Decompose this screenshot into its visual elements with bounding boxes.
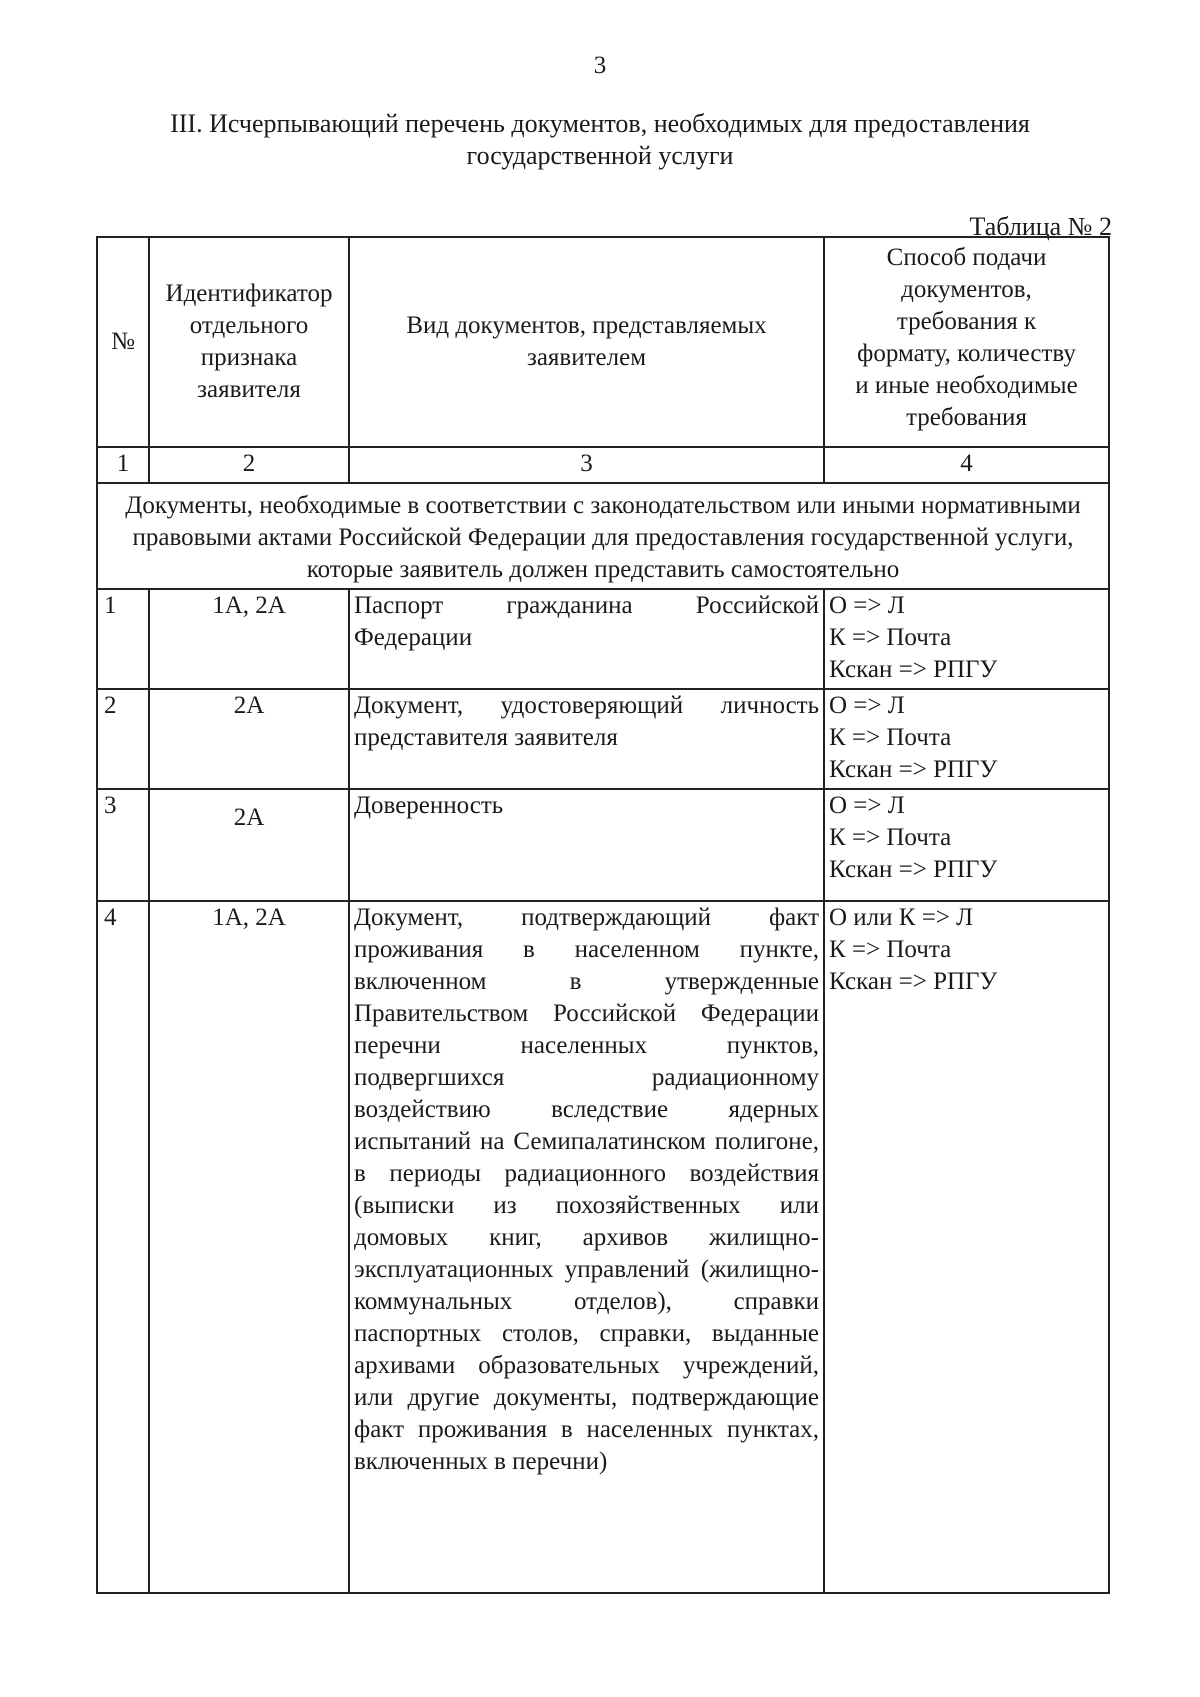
column-number: 3 [349,447,824,483]
header-line: отдельного [189,312,309,339]
column-number: 4 [824,447,1109,483]
method-line: К => Почта [829,724,952,751]
column-number-row [97,447,1109,483]
header-num: № [97,237,149,447]
table-row [97,901,1109,1593]
column-number: 2 [149,447,349,483]
method-line: О => Л [829,592,905,619]
header-line: формату, количеству [857,340,1076,367]
header-line: требования [906,404,1027,431]
method-line: О или К => Л [829,904,974,931]
page-number: 3 [593,52,607,79]
method-line: Кскан => РПГУ [829,968,998,995]
section-heading-row [97,483,1109,589]
row-document: Паспорт гражданина Российской Федерации [349,589,824,689]
section-title [100,108,1100,172]
method-line: О => Л [829,692,905,719]
row-num: 4 [97,901,149,1593]
row-method [824,901,1109,1593]
row-num: 2 [97,689,149,789]
row-document: Документ, подтверждающий факт проживания в населенном пункте, включенном в утвержденные Правительством Российской Федерации перечни населенных пунктов, подвергшихся радиационному воздействию вследствие ядерных испытаний на Семипалатинском полигоне, в периоды радиационного воздействия (выписки из похозяйственных или домовых книг, архивов жилищно-эксплуатационных управлений (жилищно-коммунальных отделов), справки паспортных столов, справки, выданные архивами образовательных учреждений, или другие документы, подтверждающие факт проживания в населенных пунктах, включенных в перечни) [349,901,824,1593]
row-identifier: 2А [149,689,349,789]
method-line: О => Л [829,792,905,819]
table-row [97,589,1109,689]
header-line: Идентификатор [165,280,333,307]
header-identifier [149,237,349,447]
table-caption: Таблица № 2 [969,212,1112,241]
header-line: заявителем [526,344,647,371]
header-line: признака [200,344,298,371]
row-document: Документ, удостоверяющий личность представителя заявителя [349,689,824,789]
header-method [824,237,1109,447]
method-line: Кскан => РПГУ [829,656,998,683]
row-identifier: 1А, 2А [149,589,349,689]
row-document: Доверенность [349,789,824,901]
table-row [97,789,1109,901]
section-heading: Документы, необходимые в соответствии с законодательством или иными нормативными правовыми актами Российской Федерации для предоставления государственной услуги, которые заявитель должен представить самостоятельно [97,483,1109,589]
method-line: Кскан => РПГУ [829,856,998,883]
table-row [97,689,1109,789]
method-line: К => Почта [829,824,952,851]
header-line: заявителя [197,376,301,403]
section-title-line: III. Исчерпывающий перечень документов, необходимых для предоставления [170,109,1030,138]
section-title-line: государственной услуги [466,141,734,170]
header-documents [349,237,824,447]
row-identifier: 2А [149,789,349,901]
header-line: Вид документов, представляемых [406,312,767,339]
row-method [824,589,1109,689]
row-method [824,689,1109,789]
row-num: 3 [97,789,149,901]
header-line: документов, [901,276,1032,303]
method-line: Кскан => РПГУ [829,756,998,783]
column-number: 1 [97,447,149,483]
header-line: требования к [896,308,1037,335]
documents-table [96,236,1110,1594]
table-header-row [97,237,1109,447]
method-line: К => Почта [829,624,952,651]
method-line: К => Почта [829,936,952,963]
header-line: и иные необходимые [855,372,1078,399]
header-line: Способ подачи [886,244,1047,271]
row-identifier: 1А, 2А [149,901,349,1593]
row-method [824,789,1109,901]
row-num: 1 [97,589,149,689]
